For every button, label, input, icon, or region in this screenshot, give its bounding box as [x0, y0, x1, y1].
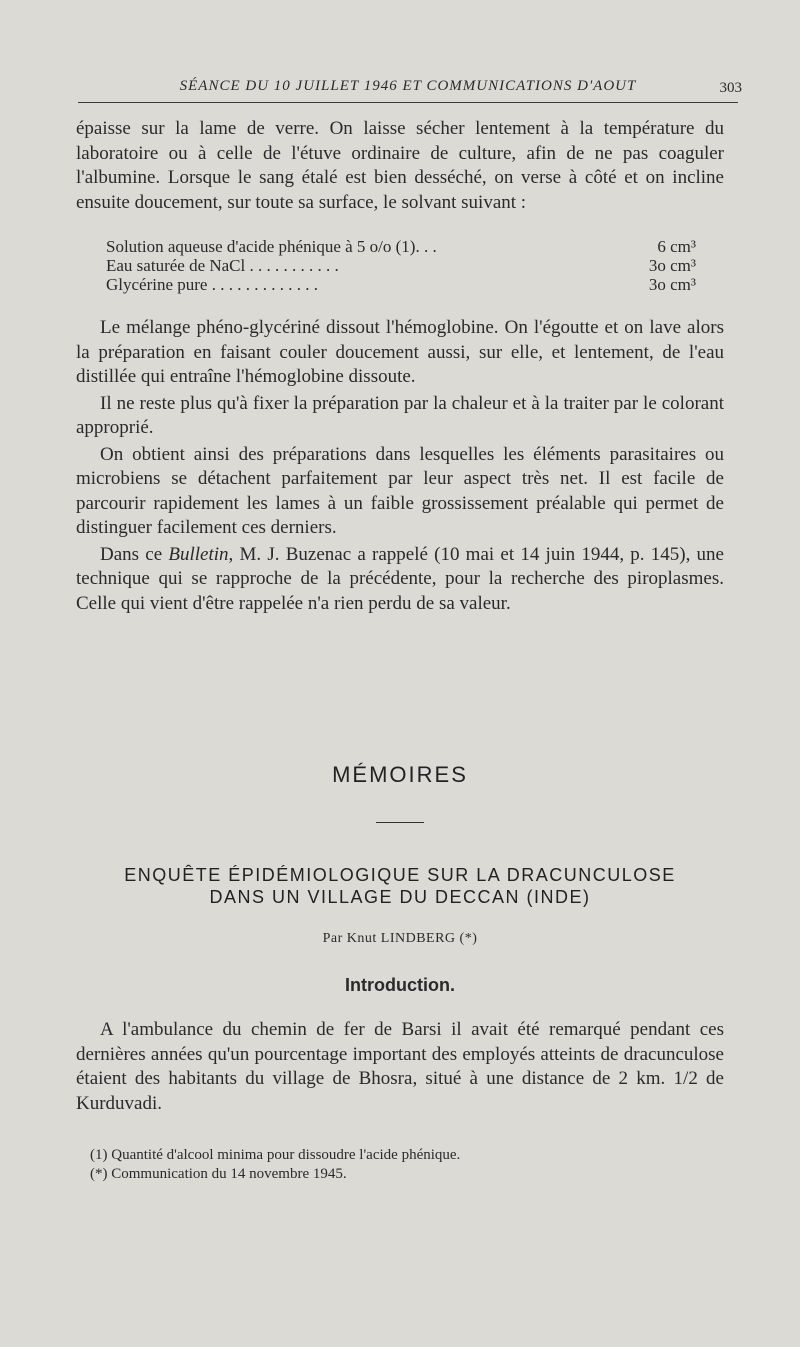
footnotes [90, 1146, 690, 1184]
article-title-line-2: DANS UN VILLAGE DU DECCAN (INDE) [209, 887, 591, 907]
footnote: (1) Quantité d'alcool minima pour dissoudre l'acide phénique. [90, 1147, 461, 1163]
recipe-row [106, 275, 696, 294]
paragraph-1: épaisse sur la lame de verre. On laisse sécher lentement à la température du laboratoire ou à celle de l'étuve ordinaire de culture, afin de ne pas coaguler l'albumine. Lorsque le sang étalé est bien desséché, on verse à côté et on incline ensuite doucement, sur toute sa surface, le solvant suivant : [76, 118, 724, 213]
recipe-table [106, 237, 724, 294]
intro-paragraph: A l'ambulance du chemin de fer de Barsi il avait été remarqué pendant ces dernières années qu'un pourcentage important des employés atteints de dracunculose étaient des habitants du village de Bhosra, situé à une distance de 2 km. 1/2 de Kurduvadi. [76, 1019, 724, 1114]
article-title [76, 864, 724, 908]
recipe-label: Eau saturée de NaCl . . . . . . . . . . . [106, 256, 339, 275]
byline: Par Knut LINDBERG (*) [322, 931, 478, 946]
subhead: Introduction. [345, 975, 455, 995]
header-rule [78, 102, 738, 103]
recipe-label: Glycérine pure . . . . . . . . . . . . . [106, 275, 318, 294]
recipe-row [106, 237, 696, 256]
recipe-label: Solution aqueuse d'acide phénique à 5 o/o (1). . . [106, 237, 437, 256]
section-title: MÉMOIRES [332, 762, 468, 787]
recipe-quantity: 6 cm³ [657, 237, 696, 256]
bulletin-title: Bulletin [168, 543, 229, 565]
recipe-quantity: 3o cm³ [648, 275, 696, 294]
paragraph-3: Il ne reste plus qu'à fixer la préparation par la chaleur et à la traiter par le colorant approprié. [76, 392, 724, 438]
article-title-line-1: ENQUÊTE ÉPIDÉMIOLOGIQUE SUR LA DRACUNCULOSE [124, 865, 676, 885]
body-text [76, 117, 724, 616]
footnote: (*) Communication du 14 novembre 1945. [90, 1166, 347, 1182]
recipe-quantity: 3o cm³ [648, 256, 696, 275]
intro-text [76, 1018, 724, 1116]
paragraph-5-prefix: Dans ce [100, 543, 169, 565]
paragraph-5 [76, 543, 724, 617]
paragraph-4: On obtient ainsi des préparations dans lesquelles les éléments parasitaires ou microbiens se détachent parfaitement par leur aspect très net. Il est facile de parcourir rapidement les lames à un faible grossissement préalable qui permet de distinguer facilement ces derniers. [76, 443, 724, 538]
recipe-row [106, 256, 696, 275]
page-number: 303 [719, 80, 742, 96]
running-head: SÉANCE DU 10 JUILLET 1946 ET COMMUNICATIONS D'AOUT [179, 78, 637, 94]
paragraph-5-rest: , M. J. Buzenac a rappelé (10 mai et 14 juin 1944, p. 145), une technique qui se rapproche de la précédente, pour la recherche des piroplasmes. Celle qui vient d'être rappelée n'a rien perdu de sa valeur. [76, 543, 724, 614]
section-rule [376, 822, 424, 823]
paragraph-2: Le mélange phéno-glycériné dissout l'hémoglobine. On l'égoutte et on lave alors la préparation en faisant couler doucement aussi, sur elle, et lentement, de l'eau distillée qui entraîne l'hémoglobine dissoute. [76, 317, 724, 387]
